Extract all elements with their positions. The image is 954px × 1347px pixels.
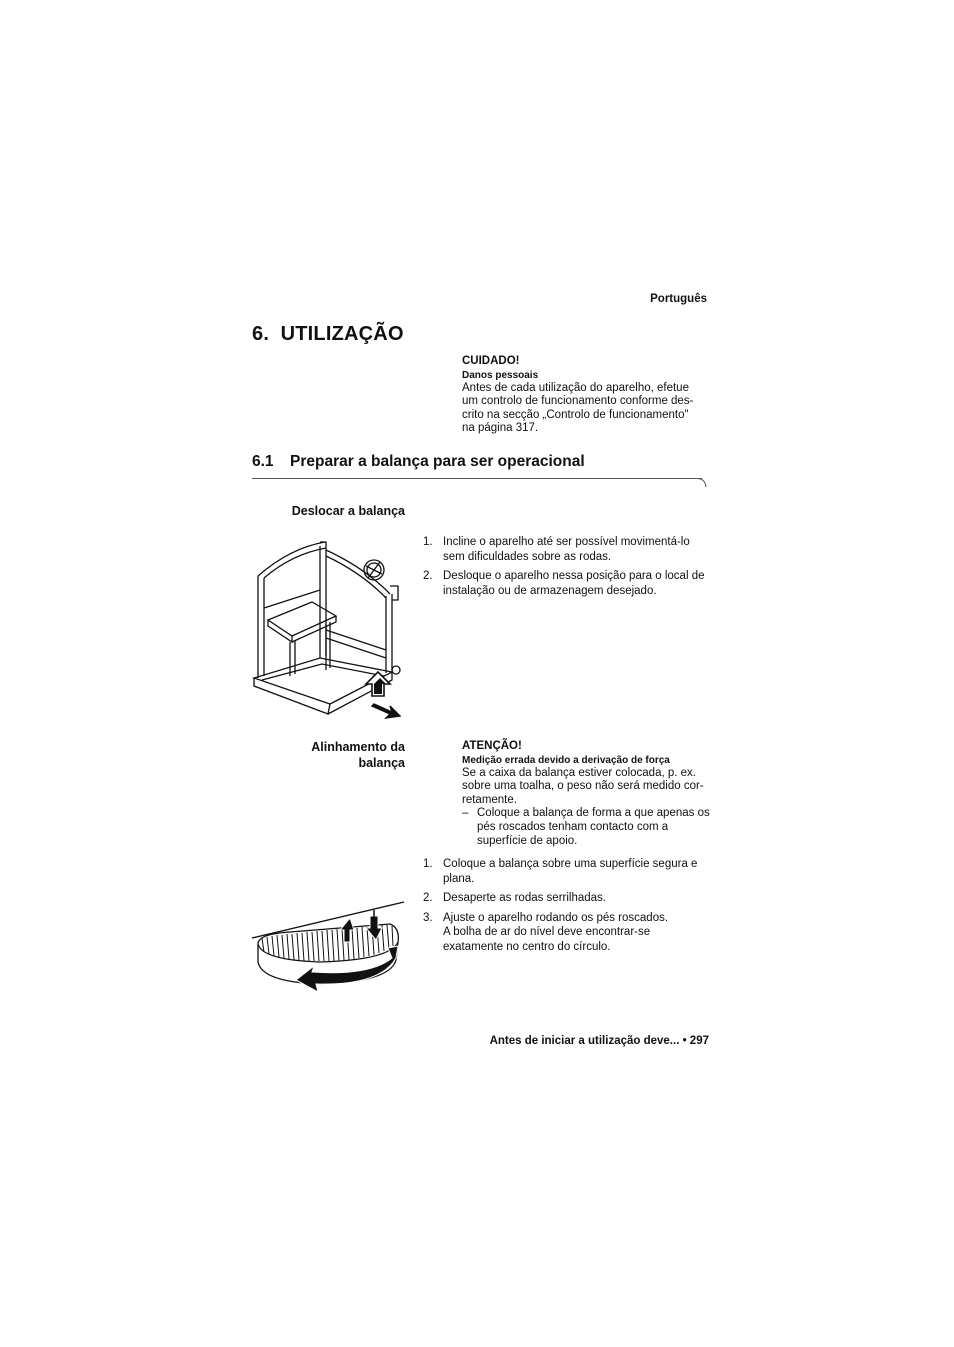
attention-bullet — [462, 807, 717, 848]
section-title: UTILIZAÇÃO — [280, 323, 404, 345]
section-number: 6. — [252, 323, 270, 345]
align-heading — [230, 739, 405, 771]
bullet-dash: – — [462, 807, 469, 820]
step-line: Incline o aparelho até ser possível movimentá-lo — [443, 536, 690, 548]
step-number: 1. — [423, 536, 433, 548]
page-footer: Antes de iniciar a utilização deve... • 297 — [489, 1035, 709, 1047]
step-line: Desloque o aparelho nessa posição para o local de — [443, 570, 705, 583]
step-number: 2. — [423, 570, 433, 583]
caution-line: crito na secção „Controlo de funcionamento" — [462, 408, 689, 421]
caution-line: na página 317. — [462, 422, 539, 435]
bullet-line: pés roscados tenham contacto com a — [477, 820, 669, 833]
attention-line: retamente. — [462, 793, 517, 806]
move-heading: Deslocar a balança — [291, 504, 405, 518]
list-item — [423, 569, 723, 598]
list-item — [423, 857, 723, 886]
list-item — [423, 535, 723, 564]
attention-label: ATENÇÃO! — [462, 740, 522, 752]
step-line: A bolha de ar do nível deve encontrar-se — [443, 926, 651, 939]
align-steps — [423, 857, 723, 960]
attention-subtitle: Medição errada devido a derivação de força — [462, 754, 670, 766]
subsection-number: 6.1 — [252, 453, 274, 470]
attention-line: sobre uma toalha, o peso não será medido cor- — [462, 780, 704, 793]
bullet-line: Coloque a balança de forma a que apenas os — [477, 807, 710, 820]
tilt-scale-illustration — [250, 538, 410, 723]
threaded-foot-illustration — [250, 898, 410, 998]
heading-rule — [252, 478, 702, 479]
step-line: plana. — [443, 872, 475, 885]
step-line: Coloque a balança sobre uma superfície segura e — [443, 858, 698, 870]
list-item — [423, 911, 723, 955]
step-number: 1. — [423, 858, 433, 870]
step-number: 2. — [423, 892, 433, 905]
step-line: Desaperte as rodas serrilhadas. — [443, 892, 606, 905]
bullet-line: superfície de apoio. — [477, 834, 578, 847]
language-label: Português — [650, 293, 707, 305]
page-title — [252, 323, 404, 346]
rule-corner — [697, 478, 706, 487]
step-number: 3. — [423, 911, 433, 924]
subsection-heading — [252, 453, 585, 471]
step-line: Ajuste o aparelho rodando os pés roscados. — [443, 911, 669, 924]
align-heading-line: Alinhamento da — [311, 740, 405, 754]
step-line: instalação ou de armazenagem desejado. — [443, 584, 657, 597]
caution-note — [462, 355, 712, 436]
attention-note — [462, 740, 717, 848]
move-steps — [423, 535, 723, 603]
caution-line: um controlo de funcionamento conforme des- — [462, 395, 694, 408]
align-heading-line: balança — [358, 756, 405, 770]
step-line: sem dificuldades sobre as rodas. — [443, 550, 612, 563]
attention-line: Se a caixa da balança estiver colocada, p. ex. — [462, 766, 696, 779]
step-line: exatamente no centro do círculo. — [443, 940, 611, 953]
caution-label: CUIDADO! — [462, 355, 520, 367]
caution-line: Antes de cada utilização do aparelho, efetue — [462, 381, 689, 394]
list-item — [423, 891, 723, 906]
caution-subtitle: Danos pessoais — [462, 369, 539, 381]
subsection-title: Preparar a balança para ser operacional — [290, 453, 585, 470]
